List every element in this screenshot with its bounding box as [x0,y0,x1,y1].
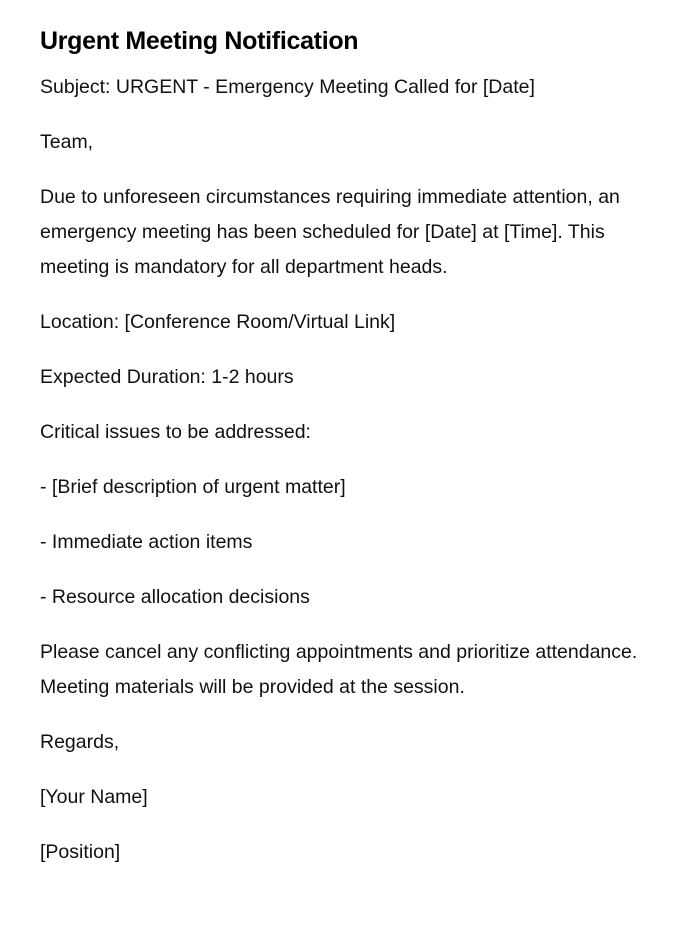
signature-name: [Your Name] [40,786,148,808]
issues-heading: Critical issues to be addressed: [40,421,311,443]
issue-item: - Immediate action items [40,531,253,553]
body-paragraph: Due to unforeseen circumstances requiring immediate attention, an emergency meeting has been scheduled for [Date] at [Time]. This meeting is mandatory for all department heads. [40,186,620,278]
signature-position: [Position] [40,841,121,863]
duration-line: Expected Duration: 1-2 hours [40,366,294,388]
issue-item: - Resource allocation decisions [40,586,310,608]
issue-item: - [Brief description of urgent matter] [40,476,346,498]
closing-paragraph: Please cancel any conflicting appointments and prioritize attendance. Meeting materials will be provided at the session. [40,641,638,698]
subject-line: Subject: URGENT - Emergency Meeting Called for [Date] [40,76,535,98]
greeting: Team, [40,131,94,153]
location-line: Location: [Conference Room/Virtual Link] [40,311,396,333]
document-title: Urgent Meeting Notification [40,27,359,55]
sign-off: Regards, [40,731,120,753]
